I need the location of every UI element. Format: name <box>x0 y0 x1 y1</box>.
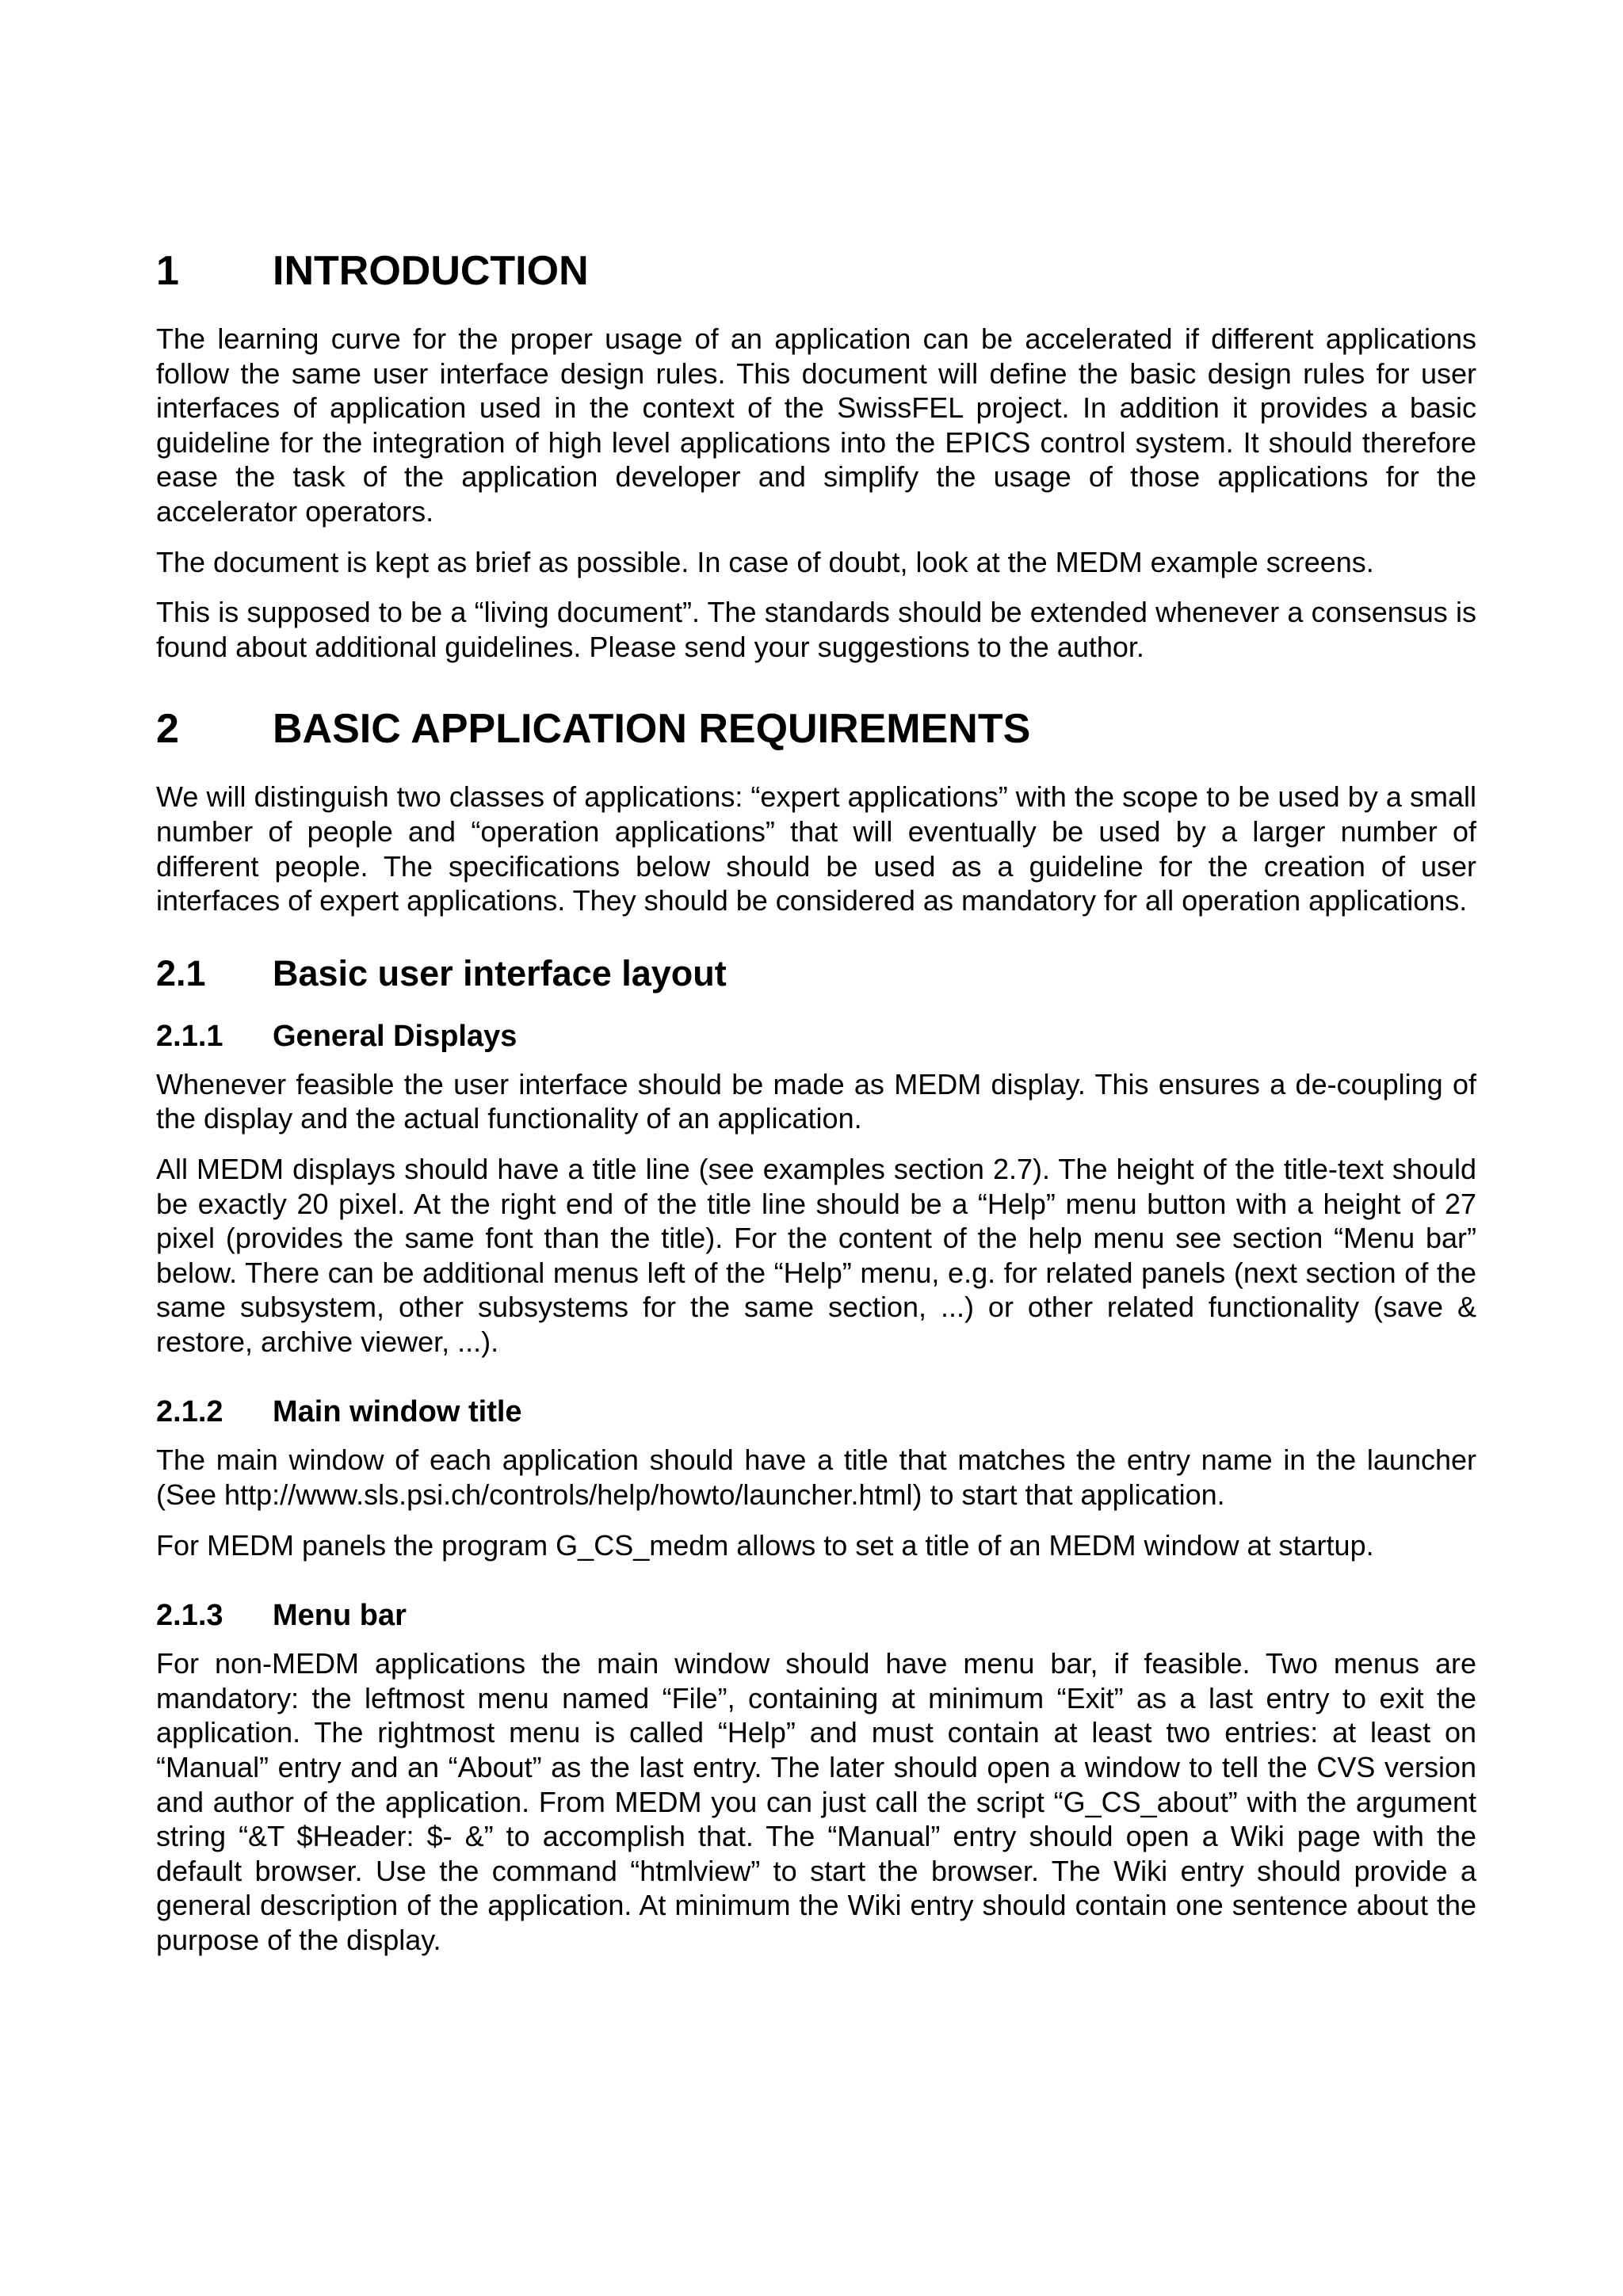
section-number: 2 <box>156 706 179 753</box>
section-2-1-2-heading <box>156 1392 1476 1432</box>
paragraph: The document is kept as brief as possible. In case of doubt, look at the MEDM example screens. <box>156 545 1374 578</box>
section-title: BASIC APPLICATION REQUIREMENTS <box>273 706 1031 753</box>
paragraph: The learning curve for the proper usage of an application can be accelerated if different applications follow the same user interface design rules. This document will define the basic design rules for user interfaces of application used in the context of the SwissFEL project. In addition it provides a basic guideline for the integration of high level applications into the EPICS control system. It should therefore ease the task of the application developer and simplify the usage of those applications for the accelerator operators. <box>156 322 1476 528</box>
paragraph: We will distinguish two classes of applications: “expert applications” with the scope to be used by a small number of people and “operation applications” that will eventually be used by a larger number of different people. The specifications below should be used as a guideline for the creation of user interfaces of expert applications. They should be considered as mandatory for all operation applications. <box>156 780 1476 917</box>
section-number: 2.1.2 <box>156 1395 223 1429</box>
paragraph: This is supposed to be a “living document”. The standards should be extended whenever a consensus is found about additional guidelines. Please send your suggestions to the author. <box>156 596 1476 663</box>
section-number: 1 <box>156 248 179 294</box>
paragraph: For non-MEDM applications the main window should have menu bar, if feasible. Two menus are mandatory: the leftmost menu named “File”, containing at minimum “Exit” as a last entry to exit the application. The rightmost menu is called “Help” and must contain at least two entries: at least on “Manual” entry and an “About” as the last entry. The later should open a window to tell the CVS version and author of the application. From MEDM you can just call the script “G_CS_about” with the argument string “&T $Header: $- &” to accomplish that. The “Manual” entry should open a Wiki page with the default browser. Use the command “htmlview” to start the browser. The Wiki entry should provide a general description of the application. At minimum the Wiki entry should contain one sentence about the purpose of the display. <box>156 1647 1476 1956</box>
paragraph: For MEDM panels the program G_CS_medm allows to set a title of an MEDM window at startup. <box>156 1528 1374 1562</box>
section-number: 2.1.1 <box>156 1019 223 1053</box>
document-page <box>156 246 1476 1974</box>
section-title: Main window title <box>273 1395 522 1429</box>
section-1-heading <box>156 246 1476 296</box>
section-2-heading <box>156 704 1476 754</box>
paragraph: Whenever feasible the user interface should be made as MEDM display. This ensures a de-coupling of the display and the actual functionality of an application. <box>156 1067 1476 1135</box>
section-title: INTRODUCTION <box>273 248 589 294</box>
section-title: Menu bar <box>273 1599 407 1633</box>
section-title: Basic user interface layout <box>273 952 727 994</box>
section-title: General Displays <box>273 1019 517 1053</box>
section-number: 2.1.3 <box>156 1599 223 1633</box>
section-2-1-1-heading <box>156 1016 1476 1056</box>
paragraph: All MEDM displays should have a title line (see examples section 2.7). The height of the title-text should be exactly 20 pixel. At the right end of the title line should be a “Help” menu button with a height of 27 pixel (provides the same font than the title). For the content of the help menu see section “Menu bar” below. There can be additional menus left of the “Help” menu, e.g. for related panels (next section of the same subsystem, other subsystems for the same section, ...) or other related functionality (save & restore, archive viewer, ...). <box>156 1152 1476 1358</box>
paragraph: The main window of each application should have a title that matches the entry name in the launcher (See http://www.sls.psi.ch/controls/help/howto/launcher.html) to start that application. <box>156 1444 1476 1512</box>
section-2-1-3-heading <box>156 1596 1476 1635</box>
section-number: 2.1 <box>156 952 206 994</box>
section-2-1-heading <box>156 952 1476 996</box>
